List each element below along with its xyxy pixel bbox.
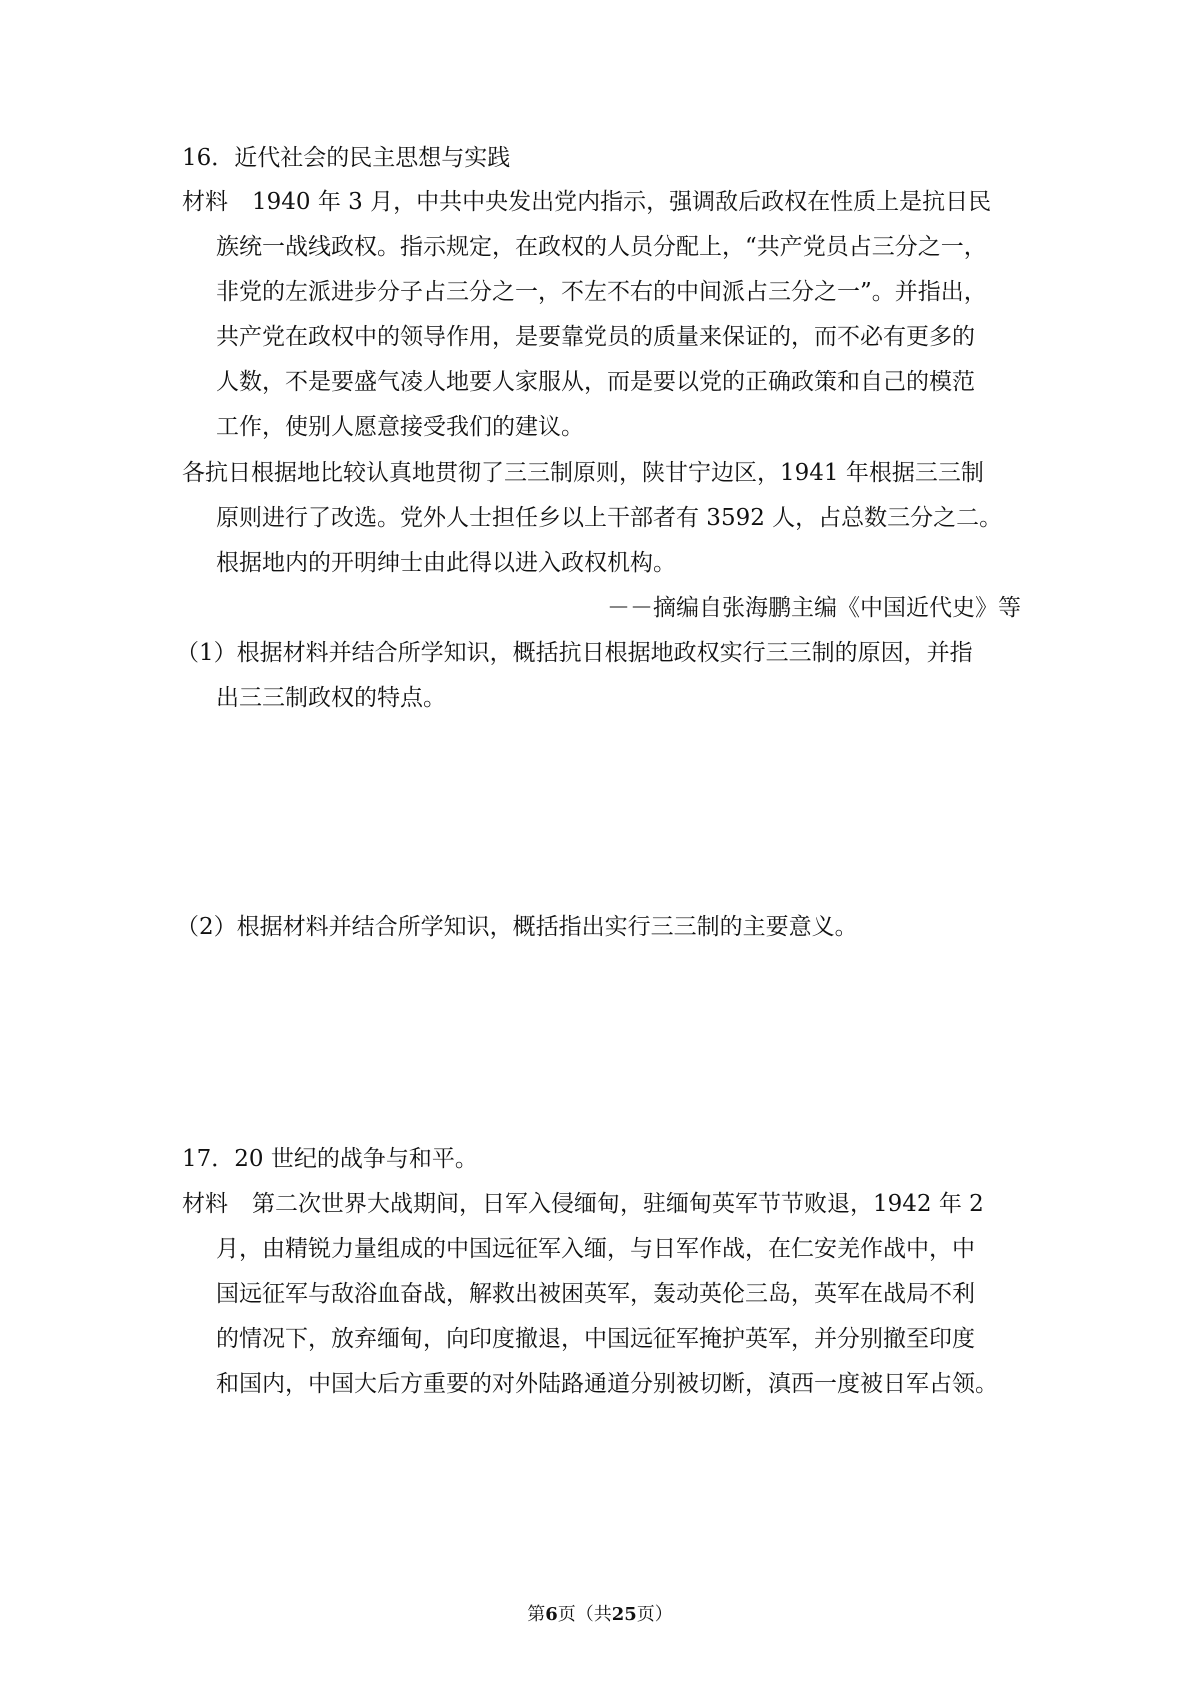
footer-page-number: 6 [545,1604,558,1625]
q16-material-label: 材料 [182,189,228,215]
q17-material-text-1: 第二次世界大战期间，日军入侵缅甸，驻缅甸英军节节败退，1942 年 2 [252,1191,984,1217]
q17-material-line-3: 国远征军与敌浴血奋战，解救出被困英军，轰动英伦三岛，英军在战局不利 [216,1281,975,1307]
footer-total-pages: 25 [611,1604,637,1625]
q16-para2-line-1: 各抗日根据地比较认真地贯彻了三三制原则，陕甘宁边区，1941 年根据三三制 [182,460,984,486]
q16-material-line-4: 共产党在政权中的领导作用，是要靠党员的质量来保证的，而不必有更多的 [216,324,975,350]
q16-sub2: （2）根据材料并结合所学知识，概括指出实行三三制的主要意义。 [176,914,858,940]
q16-para2-line-3: 根据地内的开明绅士由此得以进入政权机构。 [216,550,676,576]
page-footer [0,1603,1200,1627]
q16-material-line-3: 非党的左派进步分子占三分之一，不左不右的中间派占三分之一”。并指出， [216,279,987,305]
question-16-title: 16．近代社会的民主思想与实践 [182,145,511,171]
q16-source: －－摘编自张海鹏主编《中国近代史》等 [607,595,1021,621]
q17-material-line-1 [182,1189,984,1219]
q16-material-line-5: 人数，不是要盛气凌人地要人家服从，而是要以党的正确政策和自己的模范 [216,369,975,395]
q16-material-text-1: 1940 年 3 月，中共中央发出党内指示，强调敌后政权在性质上是抗日民 [252,189,992,215]
footer-suffix: 页） [636,1604,673,1625]
q17-material-line-5: 和国内，中国大后方重要的对外陆路通道分别被切断，滇西一度被日军占领。 [216,1371,998,1397]
q17-material-line-4: 的情况下，放弃缅甸，向印度撤退，中国远征军掩护英军，并分别撤至印度 [216,1326,975,1352]
q16-para2-line-2: 原则进行了改选。党外人士担任乡以上干部者有 3592 人，占总数三分之二。 [216,505,1003,531]
q16-sub1-line-1: （1）根据材料并结合所学知识，概括抗日根据地政权实行三三制的原因，并指 [176,640,973,666]
q16-material-line-1 [182,187,991,217]
footer-middle: 页（共 [557,1604,612,1625]
q16-sub1-line-2: 出三三制政权的特点。 [216,685,446,711]
footer-prefix: 第 [527,1604,546,1625]
q17-material-label: 材料 [182,1191,228,1217]
q16-material-line-2: 族统一战线政权。指示规定，在政权的人员分配上，“共产党员占三分之一， [216,234,987,260]
q16-material-line-6: 工作，使别人愿意接受我们的建议。 [216,414,584,440]
q17-material-line-2: 月，由精锐力量组成的中国远征军入缅，与日军作战，在仁安羌作战中，中 [216,1236,975,1262]
question-17-title: 17．20 世纪的战争与和平。 [182,1146,478,1172]
